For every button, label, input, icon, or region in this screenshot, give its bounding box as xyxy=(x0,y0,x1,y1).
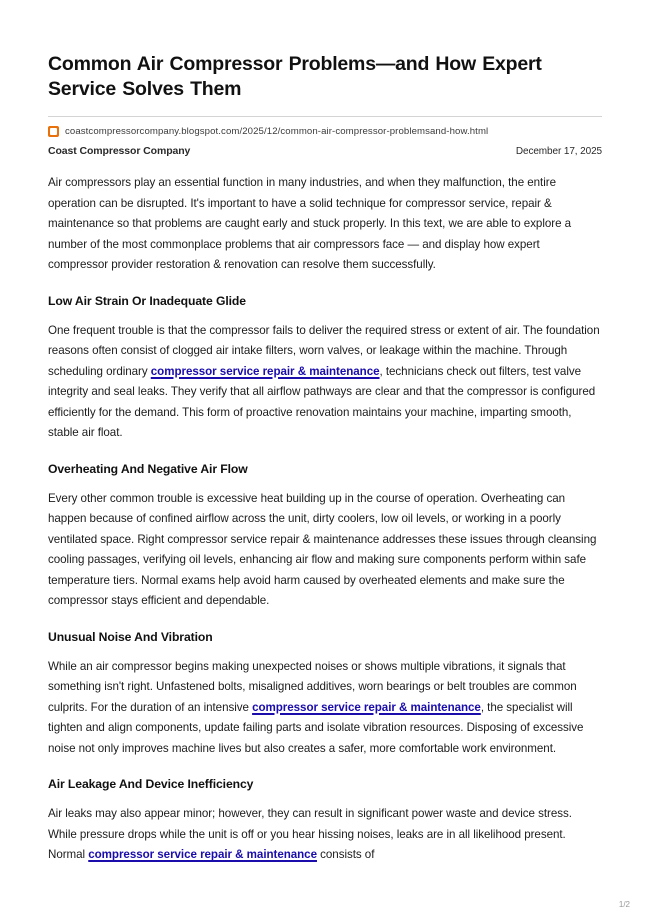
paragraph-text-after-link: , the specialist will tighten and align components, update failing parts and isolate vibration resources. Disposing of excessive noise not only improves machine lives but also creates a safer, more comfortable work environment. xyxy=(48,700,584,755)
section-heading-4: Air Leakage And Device Inefficiency xyxy=(48,777,254,791)
section-paragraph-4 xyxy=(48,804,602,866)
section-heading-2: Overheating And Negative Air Flow xyxy=(48,461,248,476)
section-paragraph-1 xyxy=(48,321,602,444)
inline-link-service-repair-2[interactable]: compressor service repair & maintenance xyxy=(252,700,481,714)
page-title: Common Air Compressor Problems—and How Expert Service Solves Them xyxy=(48,53,542,100)
publish-date: December 17, 2025 xyxy=(515,146,602,157)
paragraph-text-before-link: One frequent trouble is that the compressor fails to deliver the required stress or extent of air. The foundation reasons often consist of clogged air intake filters, worn valves, or leakage within the machine. Through scheduling ordinary xyxy=(48,323,600,378)
section-paragraph-3 xyxy=(48,657,602,760)
document-meta xyxy=(48,145,602,157)
site-name: Coast Compressor Company xyxy=(48,145,191,157)
source-url: coastcompressorcompany.blogspot.com/2025/12/common-air-compressor-problemsand-how.html xyxy=(65,126,489,137)
inline-link-service-repair-3[interactable]: compressor service repair & maintenance xyxy=(88,848,317,861)
inline-link-service-repair-1[interactable]: compressor service repair & maintenance xyxy=(150,364,380,378)
section-paragraph-2: Every other common trouble is excessive heat building up in the course of operation. Overheating can happen because of confined airflow across the unit, dirty coolers, low oil levels, or working in a poorly ventilated space. Right compressor service repair & maintenance addresses these issues through cleansing cooling passages, verifying oil levels, enhancing air flow and making sure components perform within safe temperature tiers. Normal exams help avoid harm caused by overheated elements and make sure the compressor stays efficient and dependable. xyxy=(48,491,597,607)
source-url-row xyxy=(48,116,602,137)
paragraph-text-after-link: consists of xyxy=(316,848,375,861)
blogger-icon xyxy=(48,126,59,137)
page-number: 1/2 xyxy=(618,900,630,909)
intro-paragraph: Air compressors play an essential function in many industries, and when they malfunction, the entire operation can be disrupted. It's important to have a solid technique for compressor service, repair & maintenance so that problems are caught early and stuck properly. In this text, we are able to explore a number of the most commonplace problems that air compressors face — and display how expert compressor provider restoration & renovation can resolve them successfully. xyxy=(48,176,572,271)
section-heading-1: Low Air Strain Or Inadequate Glide xyxy=(48,293,246,308)
paragraph-text-after-link: , technicians check out filters, test valve integrity and seal leaks. They verify that all airflow pathways are clear and that the compressor is configured efficiently for the demand. This form of proactive renovation maintains your machine, imparting smooth, stable air float. xyxy=(48,364,596,439)
paragraph-text-before-link: Air leaks may also appear minor; however, they can result in significant power waste and device stress. While pressure drops while the unit is off or you hear hissing noises, leaks are in all likelihood present. Normal xyxy=(48,807,572,861)
paragraph-text-before-link: While an air compressor begins making unexpected noises or shows multiple vibrations, it signals that something isn't right. Unfastened bolts, misaligned additives, worn bearings or belt troubles are common culprits. For the duration of an intensive xyxy=(48,659,577,714)
section-heading-3: Unusual Noise And Vibration xyxy=(48,629,213,644)
